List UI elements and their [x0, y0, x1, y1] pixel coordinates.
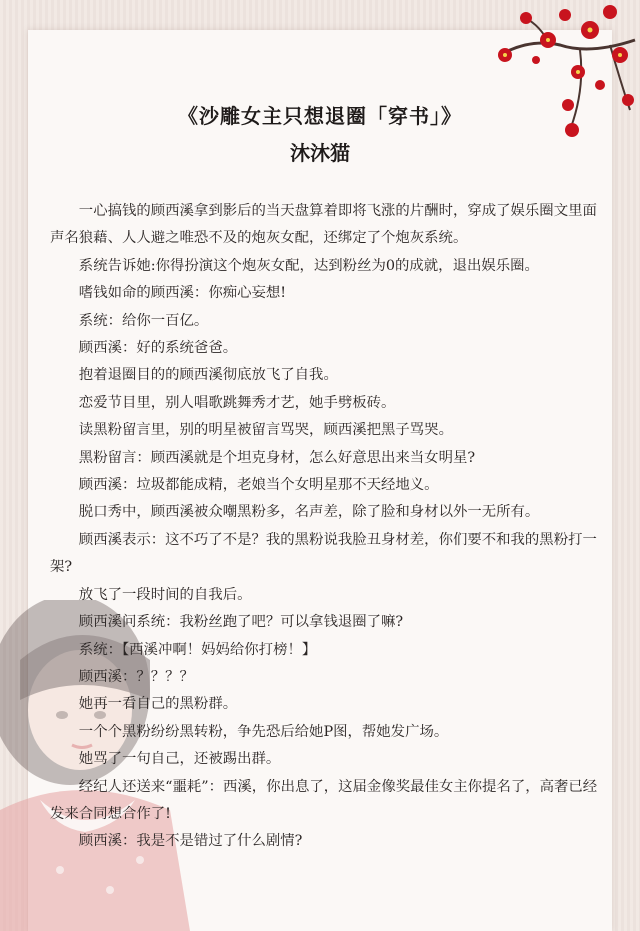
paragraph: 经纪人还送来“噩耗”：西溪，你出息了，这届金像奖最佳女主你提名了，高奢已经发来合同想合作了!: [50, 778, 598, 822]
paragraph: 顾西溪：？？？？: [78, 668, 194, 685]
paragraph: 一个个黑粉纷纷黑转粉，争先恐后给她P图，帮她发广场。: [78, 723, 449, 740]
paragraph: 嗜钱如命的顾西溪：你痴心妄想!: [78, 285, 287, 302]
paragraph: 系统告诉她:你得扮演这个炮灰女配，达到粉丝为0的成就，退出娱乐圈。: [78, 257, 539, 274]
paragraph: 系统：【西溪冲啊！妈妈给你打榜！】: [78, 641, 317, 658]
paragraph: 脱口秀中，顾西溪被众嘲黑粉多，名声差，除了脸和身材以外一无所有。: [78, 504, 540, 521]
paragraph: 黑粉留言：顾西溪就是个坦克身材，怎么好意思出来当女明星?: [78, 449, 476, 466]
paragraph: 顾西溪表示：这不巧了不是？我的黑粉说我脸丑身材差，你们要不和我的黑粉打一架?: [50, 531, 597, 576]
book-title: 《沙雕女主只想退圈「穿书」》: [178, 104, 462, 128]
paragraph: 顾西溪：垃圾都能成精，老娘当个女明星那不天经地义。: [78, 477, 439, 494]
paragraph: 放飞了一段时间的自我后。: [78, 586, 252, 603]
title-block: [0, 100, 640, 168]
paragraph: 抱着退圈目的的顾西溪彻底放飞了自我。: [78, 367, 338, 384]
paragraph: 顾西溪问系统：我粉丝跑了吧？可以拿钱退圈了嘛?: [78, 614, 404, 631]
book-author: 沐沐猫: [290, 141, 350, 165]
paragraph: 系统：给你一百亿。: [78, 312, 209, 329]
paragraph: 恋爱节目里，别人唱歌跳舞秀才艺，她手劈板砖。: [78, 394, 396, 411]
synopsis-text: [50, 198, 602, 856]
paragraph: 顾西溪：我是不是错过了什么剧情?: [78, 833, 303, 850]
paragraph: 一心搞钱的顾西溪拿到影后的当天盘算着即将飞涨的片酬时，穿成了娱乐圈文里面声名狼藉、人人避之唯恐不及的炮灰女配，还绑定了个炮灰系统。: [50, 203, 597, 247]
paragraph: 她再一看自己的黑粉群。: [78, 696, 238, 713]
paragraph: 顾西溪：好的系统爸爸。: [78, 340, 238, 357]
paragraph: 读黑粉留言里，别的明星被留言骂哭，顾西溪把黑子骂哭。: [78, 422, 453, 439]
paragraph: 她骂了一句自己，还被踢出群。: [78, 751, 281, 768]
